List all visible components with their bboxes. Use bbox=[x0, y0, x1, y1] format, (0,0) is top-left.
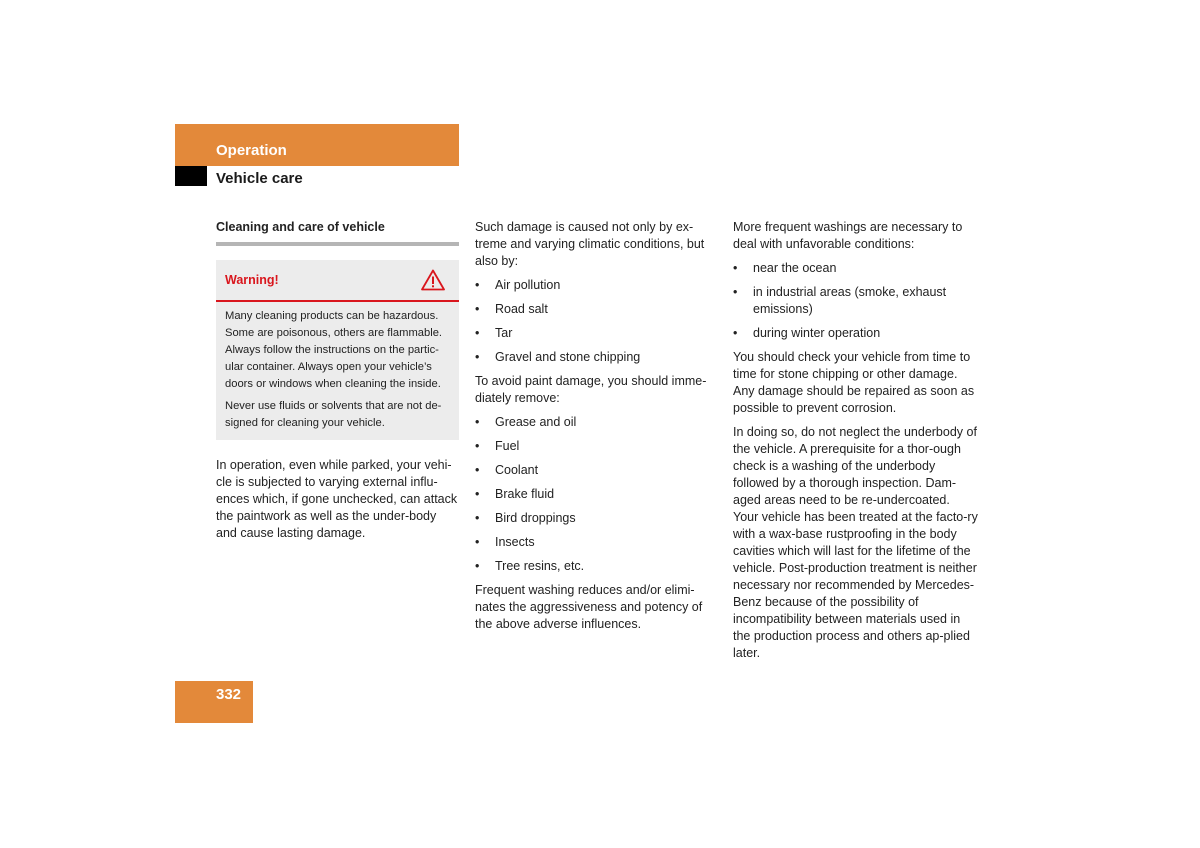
warning-title: Warning! bbox=[225, 272, 279, 287]
conditions-list bbox=[733, 260, 978, 342]
remove-list bbox=[475, 414, 717, 575]
body-paragraph: In operation, even while parked, your vehi-cle is subjected to varying external influ-ences which, if gone unchecked, can attack the paintwork as well as the under-body and cause lasting damage. bbox=[216, 458, 458, 540]
causes-list bbox=[475, 277, 717, 366]
list-item: • Fuel bbox=[475, 438, 717, 455]
body-paragraph: To avoid paint damage, you should imme-diately remove: bbox=[475, 374, 707, 405]
list-item: • Bird droppings bbox=[475, 510, 717, 527]
warning-body bbox=[216, 302, 459, 440]
page-number-box bbox=[175, 681, 253, 723]
list-item: • Insects bbox=[475, 534, 717, 551]
column-3 bbox=[733, 219, 978, 669]
page-number: 332 bbox=[216, 686, 242, 703]
list-item: • during winter operation bbox=[733, 325, 978, 342]
warning-paragraph: Never use fluids or solvents that are not de-signed for cleaning your vehicle. bbox=[225, 400, 442, 429]
list-item: • Tree resins, etc. bbox=[475, 558, 717, 575]
warning-box bbox=[216, 260, 459, 440]
warning-paragraph: Many cleaning products can be hazardous. Some are poisonous, others are flammable. Always follow the instructions on the partic-ular container. Always open your vehicle’s doors or windows when cleaning the inside. bbox=[225, 310, 443, 390]
column-1 bbox=[216, 219, 459, 549]
list-item: • Brake fluid bbox=[475, 486, 717, 503]
list-item: • Coolant bbox=[475, 462, 717, 479]
subsection-title: Vehicle care bbox=[216, 170, 303, 187]
section-title: Operation bbox=[216, 142, 287, 159]
list-item: • Gravel and stone chipping bbox=[475, 349, 717, 366]
body-paragraph: Such damage is caused not only by ex-treme and varying climatic conditions, but also by: bbox=[475, 220, 705, 268]
list-item: • in industrial areas (smoke, exhaust emissions) bbox=[733, 284, 978, 318]
warning-triangle-icon bbox=[421, 269, 445, 291]
list-item: • near the ocean bbox=[733, 260, 978, 277]
subsection-marker bbox=[175, 166, 207, 186]
column-2 bbox=[475, 219, 717, 640]
warning-header bbox=[216, 260, 459, 302]
body-paragraph: More frequent washings are necessary to deal with unfavorable conditions: bbox=[733, 220, 963, 251]
list-item: • Tar bbox=[475, 325, 717, 342]
list-item: • Road salt bbox=[475, 301, 717, 318]
body-paragraph: You should check your vehicle from time to time for stone chipping or other damage. Any damage should be repaired as soon as possible to prevent corrosion. bbox=[733, 350, 975, 415]
body-paragraph: In doing so, do not neglect the underbody of the vehicle. A prerequisite for a thor-ough check is a washing of the underbody followed by a thorough inspection. Dam-aged areas need to be re-undercoated. Your vehicle has been treated at the facto-ry with a wax-base rustproofing in the body cavities which will last for the lifetime of the vehicle. Post-production treatment is neither necessary nor recommended by Mercedes-Benz because of the possibility of incompatibility between materials used in the production process and others ap-plied later. bbox=[733, 425, 978, 660]
list-item: • Grease and oil bbox=[475, 414, 717, 431]
list-item: • Air pollution bbox=[475, 277, 717, 294]
article-heading: Cleaning and care of vehicle bbox=[216, 219, 459, 246]
body-paragraph: Frequent washing reduces and/or elimi-nates the aggressiveness and potency of the above adverse influences. bbox=[475, 583, 703, 631]
